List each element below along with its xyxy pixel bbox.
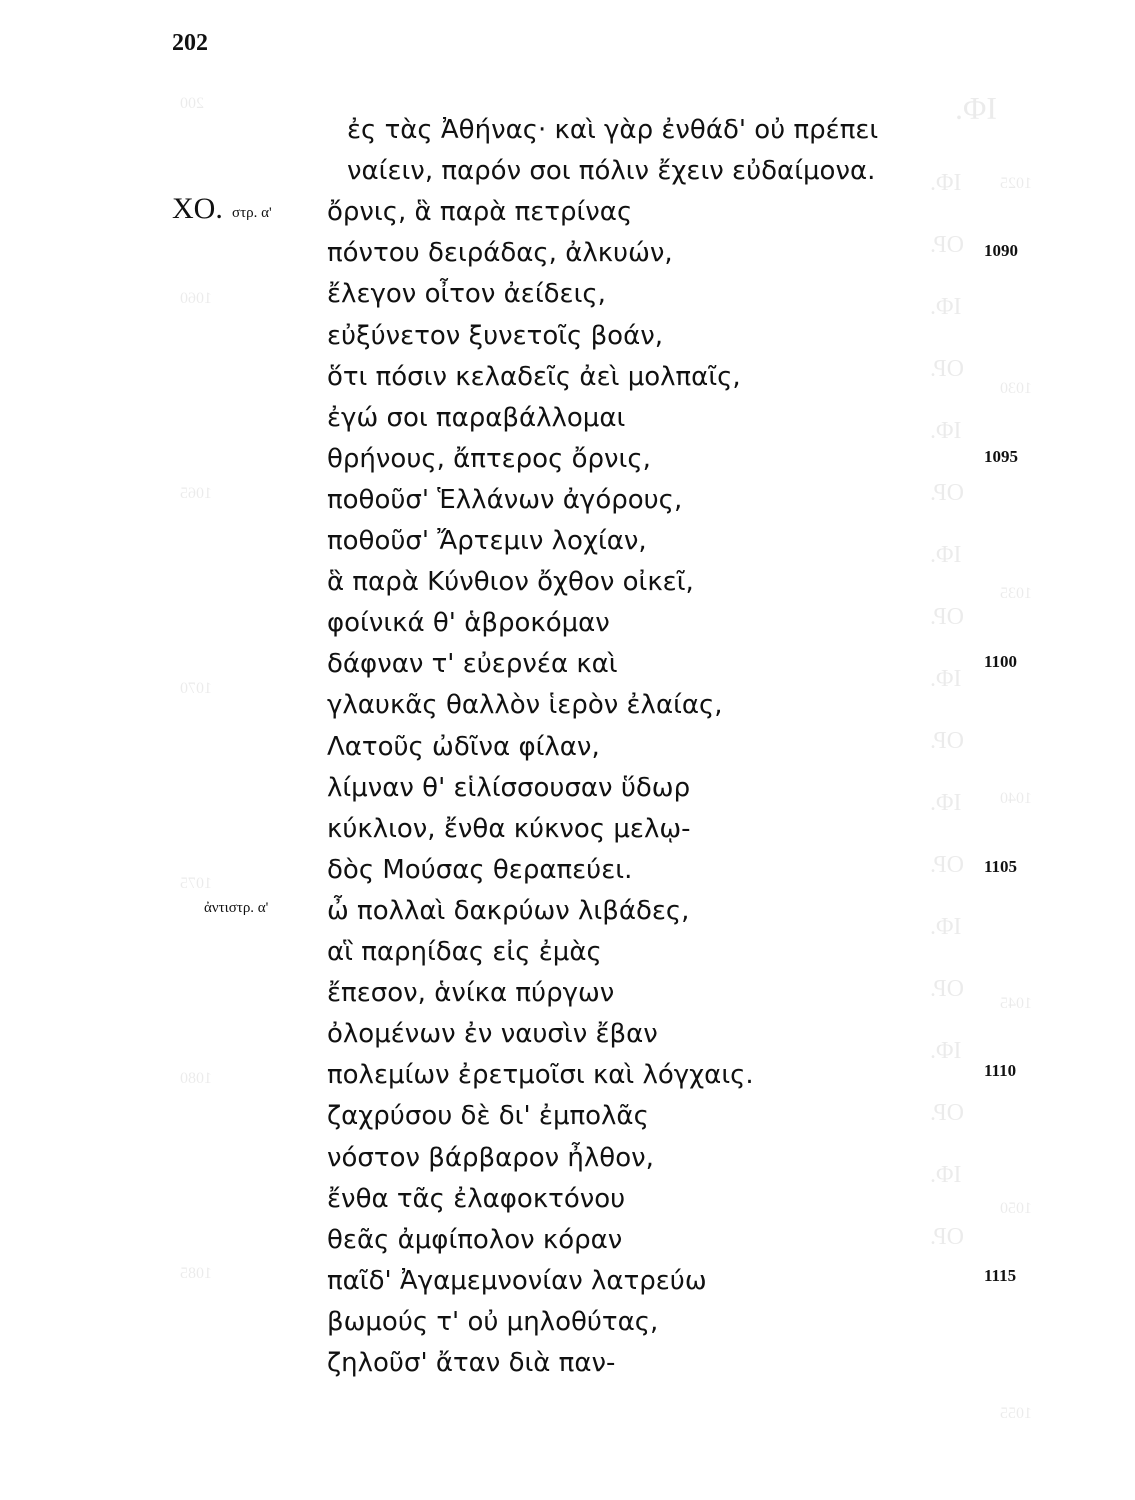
verse-line: γλαυκᾶς θαλλὸν ἱερὸν ἐλαίας, (327, 690, 723, 721)
verse-line: νόστον βάρβαρον ἦλθον, (327, 1142, 654, 1173)
bleed-number: 1050 (1000, 1200, 1032, 1217)
antistrophe-label: ἀντιστρ. α' (204, 900, 269, 916)
verse-line: εὐξύνετον ξυνετοῖς βοάν, (327, 320, 663, 351)
line-number: 1110 (984, 1061, 1017, 1080)
verse-line: ὄρνις, ἃ παρὰ πετρίνας (327, 197, 633, 228)
bleed-speaker: ΙΦ. (930, 1162, 962, 1188)
bleed-number: 1035 (1000, 585, 1032, 602)
bleed-speaker: ΟΡ. (930, 480, 965, 506)
bleed-number: 1040 (1000, 790, 1032, 807)
verse-line: ναίειν, παρόν σοι πόλιν ἔχειν εὐδαίμονα. (347, 156, 876, 187)
bleed-speaker: ΙΦ. (930, 666, 962, 692)
bleed-speaker: ΙΦ. (930, 914, 962, 940)
verse-line: θρήνους, ἄπτερος ὄρνις, (327, 443, 651, 474)
speaker-label-chorus: ΧΟ. (172, 192, 223, 225)
strophe-label: στρ. α' (232, 205, 272, 221)
bleed-left-number: 1085 (180, 1265, 212, 1282)
verse-line: βωμούς τ' οὐ μηλοθύτας, (327, 1306, 659, 1337)
verse-line: ἐς τὰς Ἀθήνας· καὶ γὰρ ἐνθάδ' οὐ πρέπει (347, 115, 879, 145)
bleed-speaker: ΟΡ. (930, 356, 965, 382)
verse-line: ἐγώ σοι παραβάλλομαι (327, 402, 626, 433)
bleed-speaker: ΙΦ. (930, 1038, 962, 1064)
line-number: 1095 (984, 447, 1018, 466)
verse-line: ποθοῦσ' Ἑλλάνων ἀγόρους, (327, 484, 683, 515)
line-number: 1115 (984, 1266, 1017, 1285)
verse-line: πόντου δειράδας, ἀλκυών, (327, 238, 673, 269)
page-number: 202 (172, 30, 208, 56)
bleed-left-number: 1060 (180, 290, 212, 307)
verse-line: ὦ πολλαὶ δακρύων λιβάδες, (327, 895, 690, 926)
line-number: 1100 (984, 652, 1018, 671)
bleed-left-number: 200 (180, 95, 204, 112)
verse-line: λίμναν θ' εἱλίσσουσαν ὕδωρ (327, 772, 691, 803)
bleed-speaker: ΙΦ. (930, 170, 962, 196)
verse-line: ἔλεγον οἶτον ἀείδεις, (327, 279, 606, 310)
bleed-number: 1025 (1000, 175, 1032, 192)
verse-line: ἃ παρὰ Κύνθιον ὄχθον οἰκεῖ, (327, 567, 694, 598)
bleed-speaker: ΟΡ. (930, 976, 965, 1002)
verse-line: φοίνικά θ' ἁβροκόμαν (327, 608, 610, 639)
verse-line: δὸς Μούσας θεραπεύει. (327, 854, 633, 885)
bleed-left-number: 1080 (180, 1070, 212, 1087)
verse-line: δάφναν τ' εὐερνέα καὶ (327, 649, 618, 680)
verse-line: πολεμίων ἐρετμοῖσι καὶ λόγχαις. (327, 1060, 754, 1091)
bleed-speaker: ΟΡ. (930, 604, 965, 630)
bleed-speaker: ΙΦ. (930, 294, 962, 320)
bleed-speaker: ΙΦ. (930, 542, 962, 568)
bleed-speaker: ΟΡ. (930, 1100, 965, 1126)
verse-line: κύκλιον, ἔνθα κύκνος μελῳ- (327, 813, 691, 844)
bleed-number: 1045 (1000, 995, 1032, 1012)
verse-line: παῖδ' Ἀγαμεμνονίαν λατρεύω (327, 1265, 707, 1296)
bleed-speaker: ΙΦ. (930, 790, 962, 816)
bleed-number: 1030 (1000, 380, 1032, 397)
verse-line: ζηλοῦσ' ἄταν διὰ παν- (327, 1348, 616, 1378)
bleed-left-number: 1065 (180, 485, 212, 502)
line-number: 1105 (984, 857, 1018, 876)
verse-line: θεᾶς ἀμφίπολον κόραν (327, 1224, 623, 1255)
verse-line: Λατοῦς ὠδῖνα φίλαν, (327, 731, 600, 762)
bleed-speaker: ΟΡ. (930, 728, 965, 754)
bleed-speaker: ΟΡ. (930, 1224, 965, 1250)
bleed-speaker: ΟΡ. (930, 232, 965, 258)
bleed-left-number: 1075 (180, 875, 212, 892)
line-number: 1090 (984, 241, 1018, 260)
verse-line: ἔπεσον, ἁνίκα πύργων (327, 978, 615, 1009)
verse-line: αἳ παρηίδας εἰς ἐμὰς (327, 937, 602, 967)
bleed-number: 1055 (1000, 1405, 1032, 1422)
bleed-left-number: 1070 (180, 680, 212, 697)
bleed-speaker: ΟΡ. (930, 852, 965, 878)
verse-line: ζαχρύσου δὲ δι' ἐμπολᾶς (327, 1101, 649, 1132)
verse-line: ὀλομένων ἐν ναυσὶν ἔβαν (327, 1019, 658, 1050)
verse-line: ποθοῦσ' Ἄρτεμιν λοχίαν, (327, 526, 647, 556)
bleed-header: ΙΦ. (955, 90, 998, 126)
verse-line: ἔνθα τᾶς ἐλαφοκτόνου (327, 1183, 626, 1214)
verse-line: ὅτι πόσιν κελαδεῖς ἀεὶ μολπαῖς, (327, 361, 741, 392)
bleed-speaker: ΙΦ. (930, 418, 962, 444)
